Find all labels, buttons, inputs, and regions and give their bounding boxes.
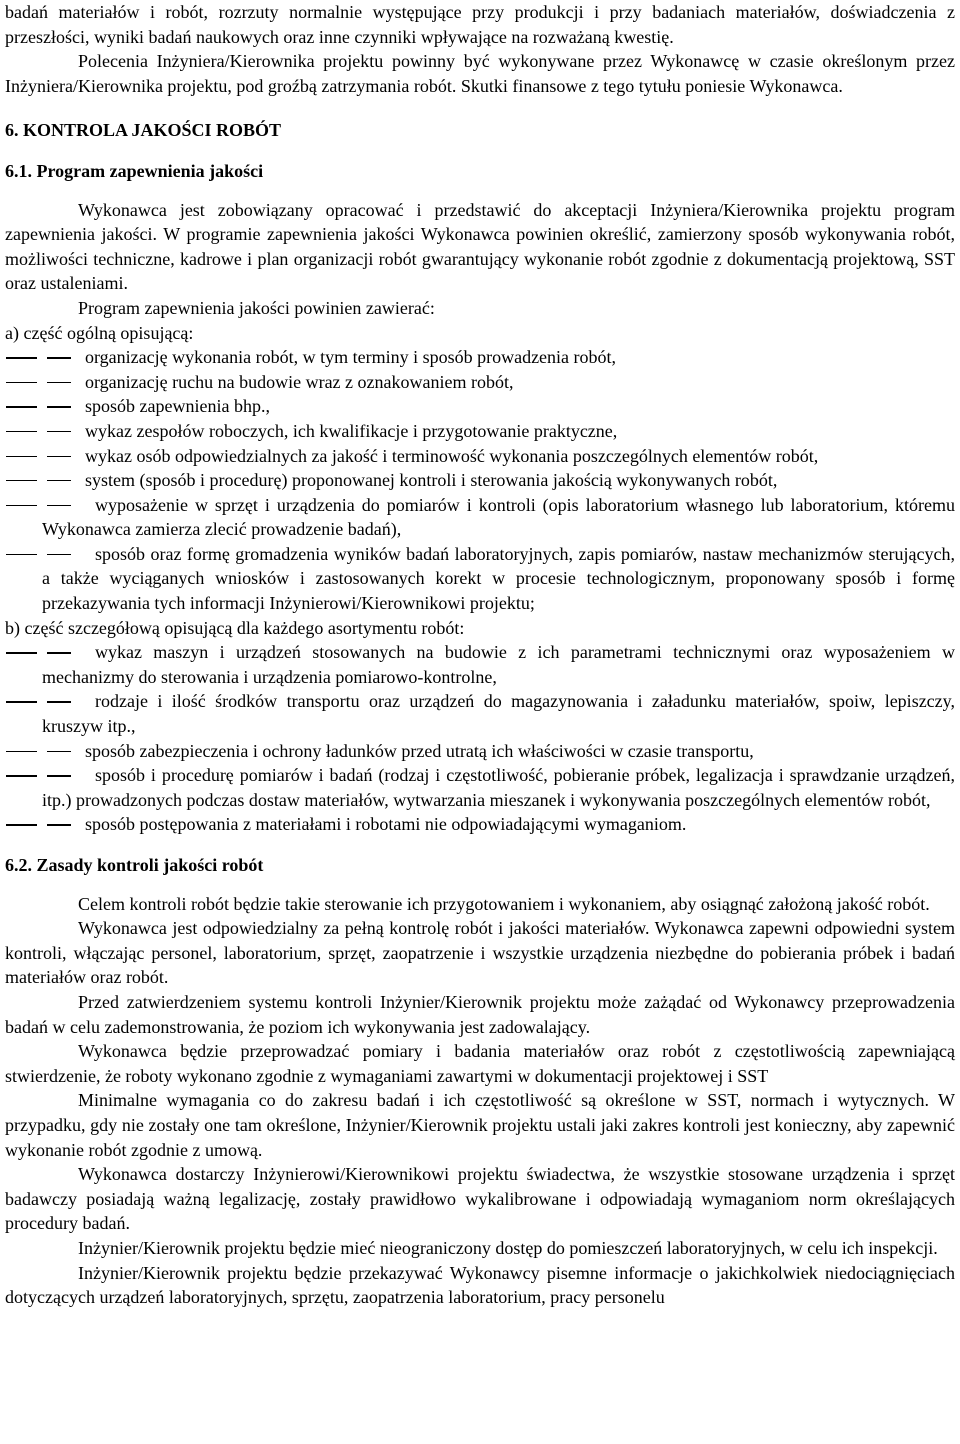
- list-item: wyposażenie w sprzęt i urządzenia do pomiarów i kontroli (opis laboratorium własnego lub laboratorium, któremu Wykonawca zamierza zlecić prowadzenie badań),: [5, 493, 955, 542]
- list-item: wykaz maszyn i urządzeń stosowanych na budowie z ich parametrami technicznymi oraz wyposażeniem w mechanizmy do sterowania i urządzenia pomiarowo-kontrolne,: [5, 640, 955, 689]
- dash-bullet-icon: [5, 493, 85, 518]
- paragraph-program-contents: Program zapewnienia jakości powinien zawierać:: [78, 297, 435, 318]
- paragraph-minimum-requirements: Minimalne wymagania co do zakresu badań i ich częstotliwość są określone w SST, normach i wytycznych. W przypadku, gdy nie zostały one tam określone, Inżynier/Kierownik projektu ustali jaki zakres kontroli jest konieczny, aby zapewnić wykonanie robót zgodnie z umową.: [5, 1090, 955, 1160]
- subsection-heading-quality-program: 6.1. Program zapewnienia jakości: [5, 160, 264, 181]
- paragraph-quality-program-intro: Wykonawca jest zobowiązany opracować i przedstawić do akceptacji Inżyniera/Kierownika projektu program zapewnienia jakości. W programie zapewnienia jakości Wykonawca powinien określić, zamierzony sposób wykonywania robót, możliwości techniczne, kadrowe i plan organizacji robót gwarantujący wykonanie robót zgodnie z dokumentacją projektową, SST oraz ustaleniami.: [5, 199, 955, 294]
- subsection-heading-quality-rules: 6.2. Zasady kontroli jakości robót: [5, 855, 264, 875]
- list-item: rodzaje i ilość środków transportu oraz urządzeń do magazynowania i załadunku materiałów, spoiw, lepiszczy, kruszyw itp.,: [5, 689, 955, 738]
- list-item: sposób oraz formę gromadzenia wyników badań laboratoryjnych, zapis pomiarów, nastaw mechanizmów sterujących, a także wyciąganych wniosków i zastosowanych korekt w procesie technologicznym, proponowany sposób i formę przekazywania tych informacji Inżynierowi/Kierownikowi projektu;: [5, 542, 955, 616]
- part-a-list: [5, 345, 955, 616]
- list-item: organizację ruchu na budowie wraz z oznakowaniem robót,: [5, 370, 955, 395]
- paragraph-lab-access: Inżynier/Kierownik projektu będzie mieć nieograniczony dostęp do pomieszczeń laboratoryjnych, w celu ich inspekcji.: [78, 1237, 938, 1258]
- paragraph-deficiencies: Inżynier/Kierownik projektu będzie przekazywać Wykonawcy pisemne informacje o jakichkolwiek niedociągnięciach dotyczących urządzeń laboratoryjnych, sprzętu, zaopatrzenia laboratorium, pracy personelu: [5, 1262, 955, 1308]
- list-item: sposób i procedurę pomiarów i badań (rodzaj i częstotliwość, pobieranie próbek, legalizacja i sprawdzanie urządzeń, itp.) prowadzonych podczas dostaw materiałów, wytwarzania mieszanek i wykonywania poszczególnych elementów robót,: [5, 763, 955, 812]
- dash-bullet-icon: [5, 468, 85, 493]
- paragraph-continued: badań materiałów i robót, rozrzuty normalnie występujące przy produkcji i przy badaniach materiałów, doświadczenia z przeszłości, wyniki badań naukowych oraz inne czynniki wpływające na rozważaną kwestię.: [5, 2, 955, 47]
- dash-bullet-icon: [5, 394, 85, 419]
- list-item: sposób zapewnienia bhp.,: [5, 394, 955, 419]
- dash-bullet-icon: [5, 763, 85, 788]
- dash-bullet-icon: [5, 640, 85, 665]
- list-item: sposób postępowania z materiałami i robotami nie odpowiadającymi wymaganiom.: [5, 812, 955, 837]
- dash-bullet-icon: [5, 370, 85, 395]
- part-b-list: [5, 640, 955, 837]
- paragraph-system-approval: Przed zatwierdzeniem systemu kontroli Inżynier/Kierownik projektu może zażądać od Wykonawcy przeprowadzenia badań w celu zademonstrowania, że poziom ich wykonywania jest zadowalający.: [5, 991, 955, 1037]
- list-item: wykaz osób odpowiedzialnych za jakość i terminowość wykonania poszczególnych elementów robót,: [5, 444, 955, 469]
- list-item: wykaz zespołów roboczych, ich kwalifikacje i przygotowanie praktyczne,: [5, 419, 955, 444]
- dash-bullet-icon: [5, 444, 85, 469]
- dash-bullet-icon: [5, 345, 85, 370]
- paragraph-contractor-responsibility: Wykonawca jest odpowiedzialny za pełną kontrolę robót i jakości materiałów. Wykonawca zapewni odpowiedni system kontroli, włączając personel, laboratorium, sprzęt, zaopatrzenie i wszystkie urządzenia niezbędne do pobierania próbek i badań materiałów oraz robót.: [5, 918, 955, 988]
- list-item: organizację wykonania robót, w tym terminy i sposób prowadzenia robót,: [5, 345, 955, 370]
- section-heading-quality-control: 6. KONTROLA JAKOŚCI ROBÓT: [5, 120, 282, 141]
- paragraph-measurements: Wykonawca będzie przeprowadzać pomiary i badania materiałów oraz robót z częstotliwością zapewniającą stwierdzenie, że roboty wykonano zgodnie z wymaganiami zawartymi w dokumentacji projektowej i SST: [5, 1041, 955, 1086]
- list-item: system (sposób i procedurę) proponowanej kontroli i sterowania jakością wykonywanych robót,: [5, 468, 955, 493]
- dash-bullet-icon: [5, 739, 85, 764]
- part-a-label: a) część ogólną opisującą:: [5, 322, 194, 343]
- list-item: sposób zabezpieczenia i ochrony ładunków przed utratą ich właściwości w czasie transportu,: [5, 739, 955, 764]
- paragraph-engineer-orders: Polecenia Inżyniera/Kierownika projektu powinny być wykonywane przez Wykonawcę w czasie określonym przez Inżyniera/Kierownika projektu, pod groźbą zatrzymania robót. Skutki finansowe z tego tytułu poniesie Wykonawca.: [5, 51, 955, 96]
- dash-bullet-icon: [5, 689, 85, 714]
- part-b-label: b) część szczegółową opisującą dla każdego asortymentu robót:: [5, 617, 465, 638]
- paragraph-control-goal: Celem kontroli robót będzie takie sterowanie ich przygotowaniem i wykonaniem, aby osiągnąć założoną jakość robót.: [78, 893, 930, 914]
- dash-bullet-icon: [5, 419, 85, 444]
- dash-bullet-icon: [5, 812, 85, 837]
- dash-bullet-icon: [5, 542, 85, 567]
- paragraph-certificates: Wykonawca dostarczy Inżynierowi/Kierownikowi projektu świadectwa, że wszystkie stosowane urządzenia i sprzęt badawczy posiadają ważną legalizację, zostały prawidłowo wykalibrowane i odpowiadają wymaganiom norm określających procedury badań.: [5, 1164, 955, 1234]
